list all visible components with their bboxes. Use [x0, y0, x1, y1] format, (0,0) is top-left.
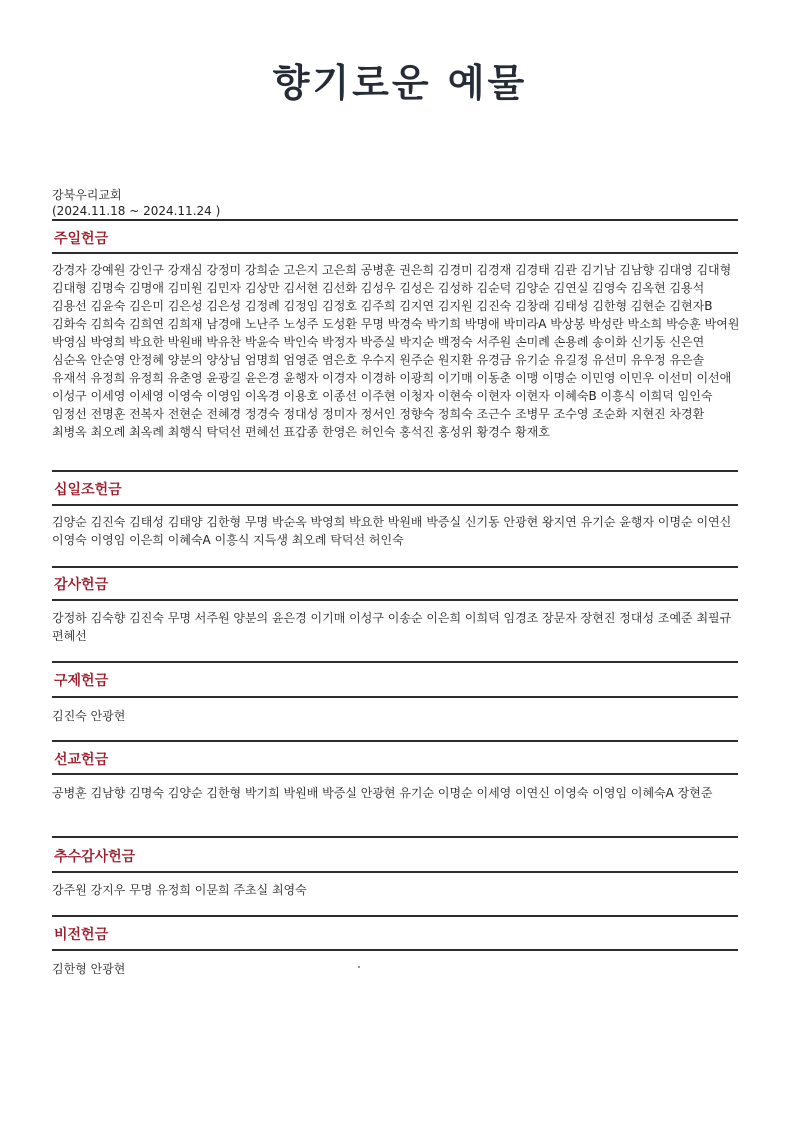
section-heading-divider	[52, 252, 738, 254]
section-names-thanks: 강정하 김숙향 김진숙 무명 서주원 양분의 윤은경 이기매 이성구 이송순 이은희 이희덕 임경조 장문자 장현진 정대성 조예준 최필규 편혜선	[52, 611, 732, 643]
section-names-tithe: 김양순 김진숙 김태성 김태양 김한형 무명 박순옥 박영희 박요한 박원배 박증실 신기동 안광현 왕지연 유기순 윤행자 이명순 이연신 이영숙 이영임 이은희 이혜숙A 이흥식 지득생 최오례 탁덕선 허인숙	[52, 515, 732, 547]
section-names-vision: 김한형 안광현	[52, 962, 126, 976]
section-top-divider	[52, 470, 738, 472]
offering-period: (2024.11.18 ~ 2024.11.24 )	[52, 204, 221, 218]
section-heading-thanks: 감사헌금	[54, 577, 109, 593]
church-info	[52, 187, 220, 219]
section-top-divider	[52, 566, 738, 568]
section-heading-sunday: 주일헌금	[54, 231, 109, 247]
section-top-divider	[52, 219, 738, 221]
section-names-harvest: 강주원 강지우 무명 유정희 이문희 주초실 최영숙	[52, 883, 307, 897]
page-title: 향기로운 예물	[272, 61, 528, 105]
section-top-divider	[52, 836, 738, 838]
section-top-divider	[52, 740, 738, 742]
section-heading-divider	[52, 871, 738, 873]
section-heading-divider	[52, 504, 738, 506]
section-heading-divider	[52, 949, 738, 951]
scan-speck	[358, 966, 360, 968]
section-heading-divider	[52, 599, 738, 601]
section-names-sunday: 강경자 강예원 강인구 강재심 강정미 강희순 고은지 고은희 공병훈 권은희 김경미 김경재 김경태 김관 김기남 김남향 김대영 김대형 김대형 김명숙 김명애 김미원 김민자 김상만 김서현 김선화 김성우 김성은 김성하 김순덕 김양순 김연실 김영숙 김옥현 김용석 김용선 김윤숙 김은미 김은성 김은성 김정례 김정임 김정호 김주희 김지연 김지원 김진숙 김창래 김태성 김한형 김현순 김현자B 김화숙 김희숙 김희연 김희재 남경애 노난주 노성주 도성환 무명 박경숙 박기희 박명애 박미라A 박상봉 박성란 박소희 박승훈 박여원 박영심 박영희 박요한 박원배 박유찬 박윤숙 박인숙 박정자 박증실 박지순 백정숙 서주원 손미례 손용례 송이화 신기동 신은연 심순옥 안순영 안정혜 양분의 양상님 엄명희 엄영준 염은호 우수지 원주순 원지환 유경금 유기순 유길정 유선미 유우정 유은솔 유재석 유정희 유정희 유춘영 윤광길 윤은경 윤행자 이경자 이경하 이광희 이기매 이동춘 이맹 이명순 이민영 이민우 이선미 이선애 이성구 이세영 이세영 이영숙 이영임 이옥경 이용호 이종선 이주현 이청자 이현숙 이현자 이현자 이혜숙B 이흥식 이희덕 임인숙 임정선 전명훈 전복자 전현순 전혜경 정경숙 정대성 정미자 정서인 정향숙 정희숙 조근수 조병무 조수영 조순화 지현진 차경환 최병옥 최오례 최옥례 최행식 탁덕선 편혜선 표갑종 한영은 허인숙 홍석진 홍성위 황경수 황재호	[52, 263, 740, 439]
section-heading-tithe: 십일조헌금	[54, 482, 122, 498]
section-top-divider	[52, 661, 738, 663]
section-heading-harvest: 추수감사헌금	[54, 849, 136, 865]
section-names-relief: 김진숙 안광현	[52, 709, 126, 723]
church-name: 강북우리교회	[52, 188, 122, 202]
section-heading-mission: 선교헌금	[54, 752, 109, 768]
section-names-mission: 공병훈 김남향 김명숙 김양순 김한형 박기희 박원배 박증실 안광현 유기순 이명순 이세영 이연신 이영숙 이영임 이혜숙A 장현준	[52, 786, 713, 800]
section-heading-vision: 비전헌금	[54, 927, 109, 943]
section-top-divider	[52, 915, 738, 917]
section-heading-divider	[52, 696, 738, 698]
section-heading-divider	[52, 773, 738, 775]
section-heading-relief: 구제헌금	[54, 673, 109, 689]
